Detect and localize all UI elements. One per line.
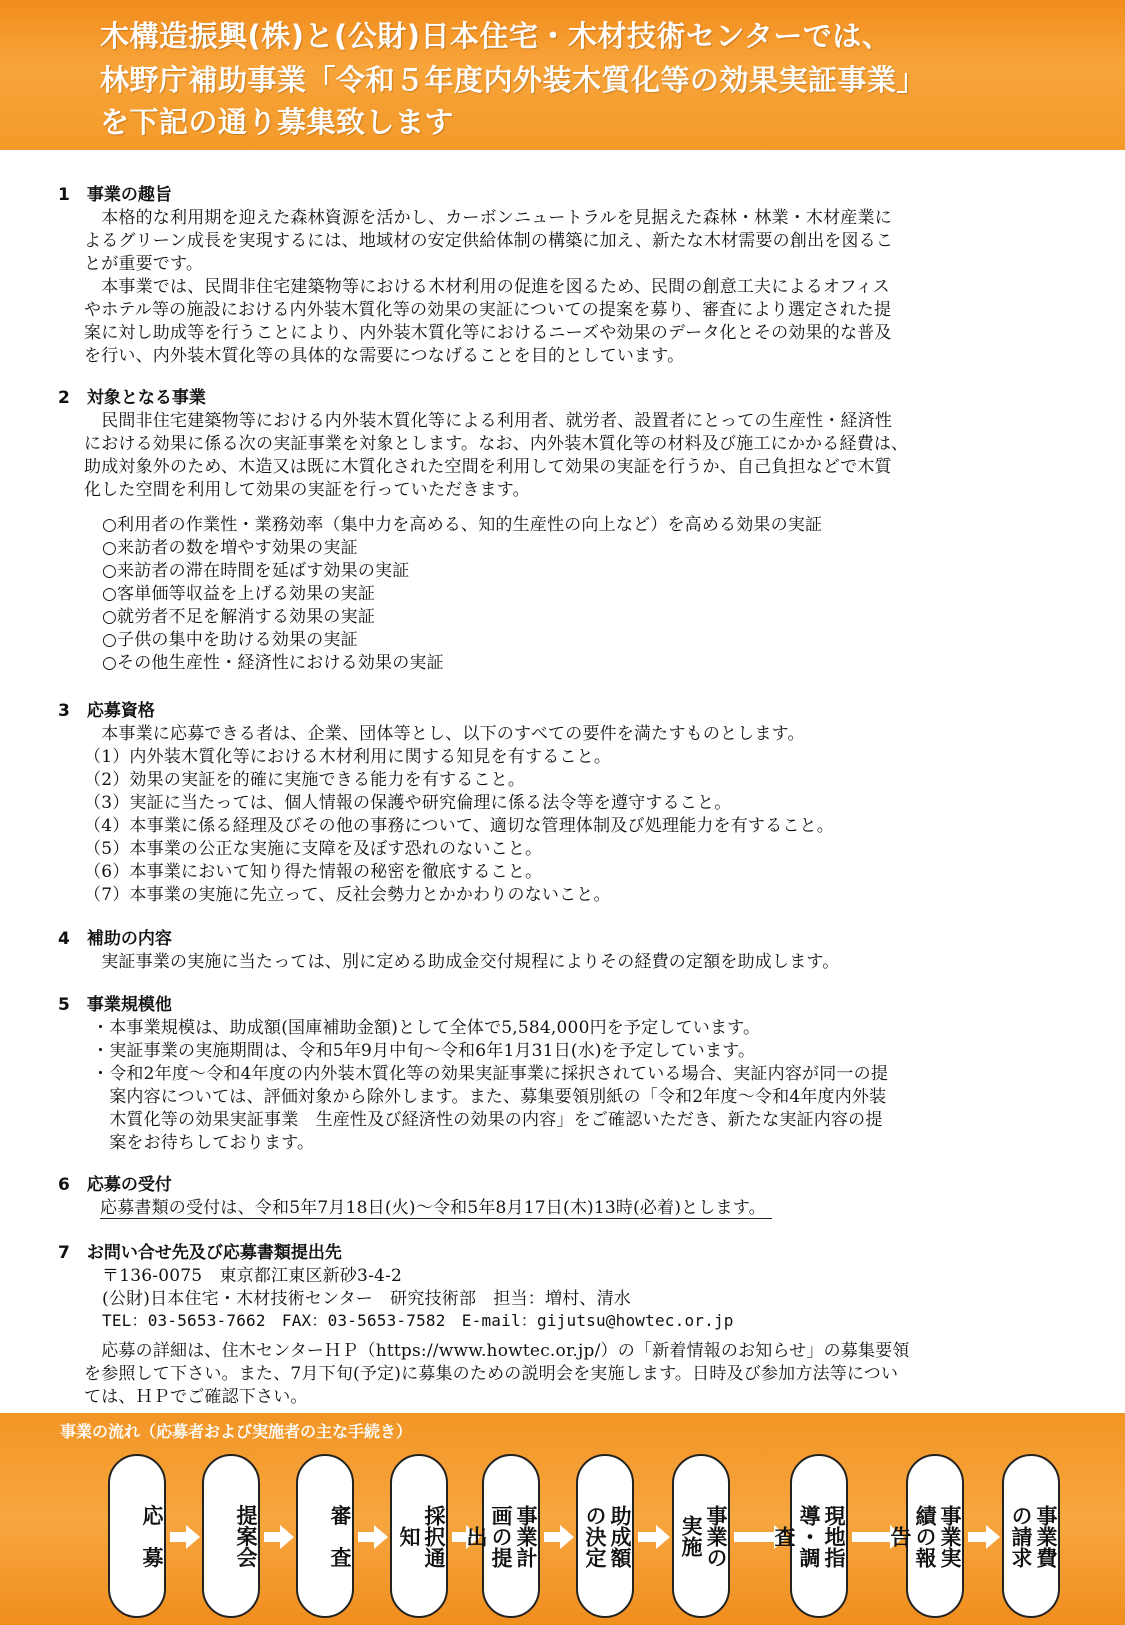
banner-line-1: 木構造振興(株)と(公財)日本住宅・木材技術センターでは、 <box>100 19 892 53</box>
list-item: ○来訪者の滞在時間を延ばす効果の実証 <box>102 561 410 581</box>
section-1-line: を行い、内外装木質化等の具体的な需要につなげることを目的としています。 <box>84 346 685 366</box>
list-item: ○来訪者の数を増やす効果の実証 <box>102 538 358 558</box>
flow-step-label: 提案会 <box>234 1504 258 1568</box>
header-banner <box>0 0 1125 150</box>
flow-step-label: 事業計画の提出 <box>464 1504 538 1568</box>
flow-arrow <box>734 1532 776 1542</box>
requirement-item: （7）本事業の実施に先立って、反社会勢力とかかわりのないこと。 <box>84 885 611 905</box>
flow-step <box>108 1454 166 1618</box>
section-5-line: ・実証事業の実施期間は、令和5年9月中旬～令和6年1月31日(水)を予定しています。 <box>92 1041 756 1061</box>
flow-arrow-head <box>560 1525 574 1549</box>
banner-line-3: を下記の通り募集致します <box>100 105 455 139</box>
flow-step <box>772 1454 848 1618</box>
section-1-line: よるグリーン成長を実現するには、地域材の安定供給体制の構築に加え、新たな木材需要の創出を図るこ <box>84 231 894 251</box>
flow-step <box>672 1454 730 1618</box>
requirement-item: （5）本事業の公正な実施に支障を及ぼす恐れのないこと。 <box>84 839 543 859</box>
section-7-note: ては、ＨＰでご確認下さい。 <box>84 1387 308 1407</box>
section-7-note: を参照して下さい。また、7月下旬(予定)に募集のための説明会を実施します。日時及び参加方法等につい <box>84 1364 899 1384</box>
postal-address: 〒136-0075 東京都江東区新砂3-4-2 <box>102 1266 402 1286</box>
requirement-item: （2）効果の実証を的確に実施できる能力を有すること。 <box>84 770 526 790</box>
section-5-line: ・令和2年度～令和4年度の内外装木質化等の効果実証事業に採択されている場合、実証内容が同一の提 <box>92 1064 889 1084</box>
requirement-item: （3）実証に当たっては、個人情報の保護や研究倫理に係る法令等を遵守すること。 <box>84 793 732 813</box>
flow-step-label: 事業費の請求 <box>1009 1504 1058 1568</box>
flow-step-label: 応 募 <box>140 1504 164 1568</box>
organization-contact: (公財)日本住宅・木材技術センター 研究技術部 担当：増村、清水 <box>102 1289 631 1309</box>
section-4-line: 実証事業の実施に当たっては、別に定める助成金交付規程によりその経費の定額を助成します。 <box>84 952 840 972</box>
list-item: ○子供の集中を助ける効果の実証 <box>102 630 358 650</box>
list-item: ○就労者不足を解消する効果の実証 <box>102 607 376 627</box>
flow-arrow <box>638 1532 658 1542</box>
flow-arrow-head <box>280 1525 294 1549</box>
section-2-line: 民間非住宅建築物等における内外装木質化等による利用者、就労者、設置者にとっての生産性・経済性 <box>84 411 893 431</box>
section-7-title: 7 お問い合せ先及び応募書類提出先 <box>58 1243 342 1263</box>
section-1-line: 本格的な利用期を迎えた森林資源を活かし、カーボンニュートラルを見据えた森林・林業・木材産業に <box>84 208 892 228</box>
flow-arrow-head <box>986 1525 1000 1549</box>
list-item: ○客単価等収益を上げる効果の実証 <box>102 584 376 604</box>
section-3-line: 本事業に応募できる者は、企業、団体等とし、以下のすべての要件を満たすものとします。 <box>84 724 805 744</box>
section-7-note: 応募の詳細は、住木センターＨＰ（https://www.howtec.or.jp/）の「新着情報のお知らせ」の募集要領 <box>84 1341 910 1361</box>
flow-title: 事業の流れ（応募者および実施者の主な手続き） <box>60 1422 413 1441</box>
section-5-line: ・本事業規模は、助成額(国庫補助金額)として全体で5,584,000円を予定しています。 <box>92 1018 761 1038</box>
flow-step-label: 現地指導・調査 <box>772 1504 846 1568</box>
section-2-line: 助成対象外のため、木造又は既に木質化された空間を利用して効果の実証を行うか、自己負担などで木質 <box>84 457 892 477</box>
requirement-item: （1）内外装木質化等における木材利用に関する知見を有すること。 <box>84 747 612 767</box>
section-5-title: 5 事業規模他 <box>58 995 172 1015</box>
flow-step <box>888 1454 964 1618</box>
section-5-line: 案をお待ちしております。 <box>92 1133 315 1153</box>
flow-arrow-head <box>186 1525 200 1549</box>
section-1-line: とが重要です。 <box>84 254 204 274</box>
phone-email-contact: TEL：03-5653-7662 FAX：03-5653-7582 E-mail：gijutsu@howtec.or.jp <box>102 1311 734 1330</box>
section-5-line: 案内容については、評価対象から除外します。また、募集要領別紙の「令和2年度～令和4年度内外装 <box>92 1087 887 1107</box>
flow-arrow <box>968 1532 988 1542</box>
section-1-title: 1 事業の趣旨 <box>58 185 172 205</box>
section-1-line: 案に対し助成等を行うことにより、内外装木質化等におけるニーズや効果のデータ化とその効果的な普及 <box>84 323 892 343</box>
flow-step <box>202 1454 260 1618</box>
section-4-title: 4 補助の内容 <box>58 929 172 949</box>
flow-step-label: 助成額の決定 <box>583 1504 632 1568</box>
requirement-item: （4）本事業に係る経理及びその他の事務について、適切な管理体制及び処理能力を有すること。 <box>84 816 834 836</box>
application-period: 応募書類の受付は、令和5年7月18日(火)～令和5年8月17日(木)13時(必着)とします。 <box>100 1193 772 1219</box>
section-3-title: 3 応募資格 <box>58 701 155 721</box>
requirement-item: （6）本事業において知り得た情報の秘密を徹底すること。 <box>84 862 543 882</box>
flow-step <box>576 1454 634 1618</box>
process-flow-band <box>0 1413 1125 1625</box>
list-item: ○その他生産性・経済性における効果の実証 <box>102 653 444 673</box>
section-5-line: 木質化等の効果実証事業 生産性及び経済性の効果の内容」をご確認いただき、新たな実証内容の提 <box>92 1110 883 1130</box>
flow-step <box>464 1454 540 1618</box>
section-2-line: における効果に係る次の実証事業を対象とします。なお、内外装木質化等の材料及び施工にかかる経費は、 <box>84 434 909 454</box>
flow-arrow-head <box>656 1525 670 1549</box>
flow-step <box>390 1454 448 1618</box>
flow-step-label: 審 査 <box>328 1504 352 1568</box>
flow-step <box>1002 1454 1060 1618</box>
section-2-line: 化した空間を利用して効果の実証を行っていただきます。 <box>84 480 530 500</box>
flow-arrow <box>852 1532 892 1542</box>
flow-arrow-head <box>374 1525 388 1549</box>
banner-line-2: 林野庁補助事業「令和５年度内外装木質化等の効果実証事業」 <box>100 63 927 97</box>
flow-step-label: 事業実績の報告 <box>888 1504 962 1568</box>
section-6-title: 6 応募の受付 <box>58 1175 172 1195</box>
section-1-line: 本事業では、民間非住宅建築物等における木材利用の促進を図るため、民間の創意工夫によるオフィス <box>84 277 890 297</box>
section-2-title: 2 対象となる事業 <box>58 388 206 408</box>
flow-step <box>296 1454 354 1618</box>
flow-step-label: 事業の実施 <box>679 1504 728 1568</box>
section-1-line: やホテル等の施設における内外装木質化等の効果の実証についての提案を募り、審査により選定された提 <box>84 300 892 320</box>
flow-step-label: 採択通知 <box>397 1504 446 1568</box>
list-item: ○利用者の作業性・業務効率（集中力を高める、知的生産性の向上など）を高める効果の実証 <box>102 515 823 535</box>
